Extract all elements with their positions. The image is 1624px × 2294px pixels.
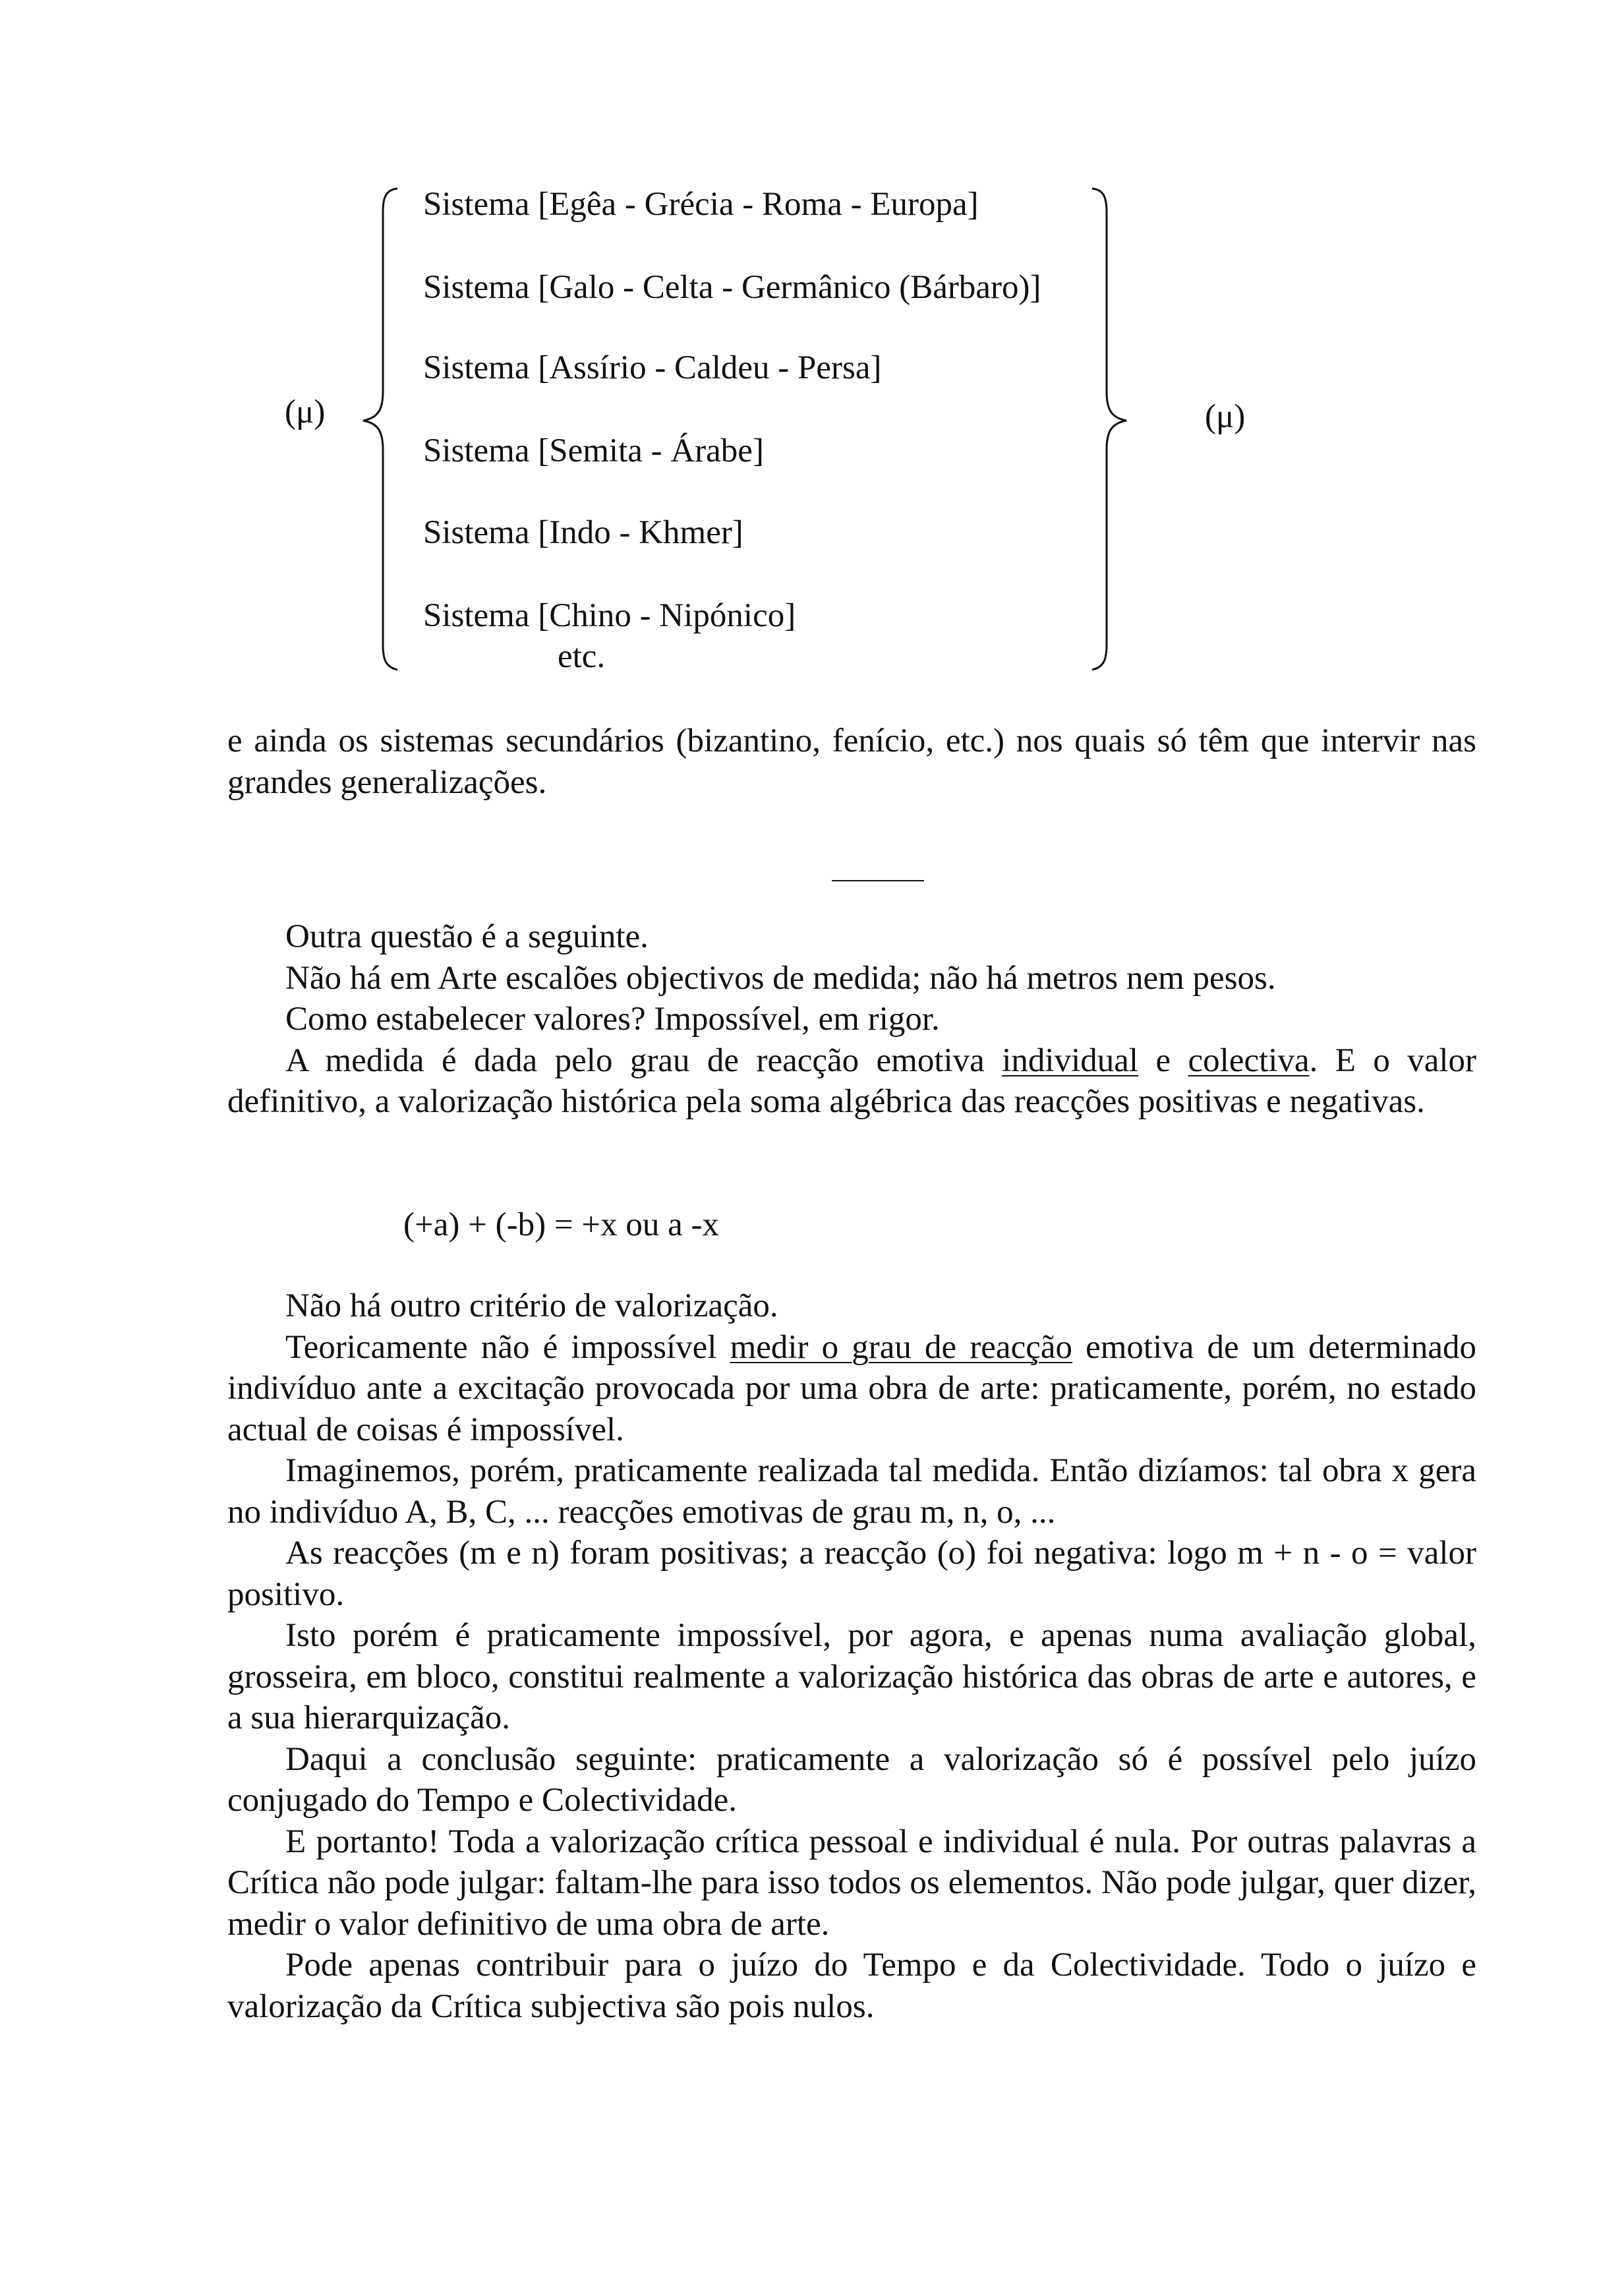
paragraph: Não há em Arte escalões objectivos de medida; não há metros nem pesos. bbox=[285, 959, 1276, 997]
left-brace bbox=[359, 186, 405, 674]
system-line: Sistema [Chino - Nipónico] bbox=[423, 597, 796, 634]
text-run: Teoricamente não é impossível bbox=[285, 1328, 730, 1366]
underlined-word: individual bbox=[1002, 1042, 1139, 1079]
system-line: Sistema [Egêa - Grécia - Roma - Europa] bbox=[423, 186, 979, 223]
paragraph: Imaginemos, porém, praticamente realizada tal medida. Então dizíamos: tal obra x gera no indivíduo A, B, C, ... reacções emotivas de grau m, n, o, ... bbox=[227, 1452, 1476, 1531]
body-block-1 bbox=[227, 916, 1476, 1123]
system-line: Sistema [Assírio - Caldeu - Persa] bbox=[423, 349, 882, 386]
intro-block bbox=[227, 721, 1476, 803]
system-line: Sistema [Semita - Árabe] bbox=[423, 432, 764, 469]
text-run: . E o valor definitivo, a valorização histórica pela soma algébrica das reacções positivas e negativas. bbox=[227, 1042, 1477, 1120]
intro-paragraph: e ainda os sistemas secundários (bizantino, fenício, etc.) nos quais só têm que intervir nas grandes generalizações. bbox=[227, 722, 1476, 801]
text-run: A medida é dada pelo grau de reacção emotiva bbox=[285, 1042, 1002, 1079]
text-run: emotiva de um determinado indivíduo ante a excitação provocada por uma obra de arte: praticamente, porém, no estado actual de coisas é impossível. bbox=[227, 1328, 1476, 1448]
formula: (+a) + (-b) = +x ou a -x bbox=[403, 1206, 719, 1243]
paragraph: Como estabelecer valores? Impossível, em rigor. bbox=[285, 1001, 940, 1038]
paragraph: Pode apenas contribuir para o juízo do Tempo e da Colectividade. Todo o juízo e valorização da Crítica subjectiva são pois nulos. bbox=[227, 1947, 1476, 2025]
paragraph: Não há outro critério de valorização. bbox=[285, 1287, 778, 1324]
right-brace bbox=[1084, 186, 1130, 674]
system-line: Sistema [Indo - Khmer] bbox=[423, 514, 743, 551]
mu-left-label: (μ) bbox=[285, 394, 326, 430]
paragraph: Outra questão é a seguinte. bbox=[285, 918, 649, 955]
underlined-word: colectiva bbox=[1188, 1042, 1310, 1079]
paragraph: As reacções (m e n) foram positivas; a reacção (o) foi negativa: logo m + n - o = valor positivo. bbox=[227, 1535, 1476, 1613]
system-etc: etc. bbox=[558, 638, 606, 675]
mu-right-label: (μ) bbox=[1205, 398, 1246, 435]
underlined-phrase: medir o grau de reacção bbox=[730, 1328, 1072, 1366]
paragraph: E portanto! Toda a valorização crítica pessoal e individual é nula. Por outras palavras a Crítica não pode julgar: faltam-lhe para isso todos os elementos. Não pode julgar, quer dizer, medir o valor definitivo de uma obra de arte. bbox=[227, 1823, 1476, 1943]
paragraph bbox=[227, 1040, 1476, 1123]
paragraph: Daqui a conclusão seguinte: praticamente a valorização só é possível pelo juízo conjugado do Tempo e Colectividade. bbox=[227, 1740, 1476, 1819]
system-line: Sistema [Galo - Celta - Germânico (Bárbaro)] bbox=[423, 269, 1041, 306]
paragraph: Isto porém é praticamente impossível, por agora, e apenas numa avaliação global, grosseira, em bloco, constitui realmente a valorização histórica das obras de arte e autores, e a sua hierarquização. bbox=[227, 1617, 1476, 1736]
body-block-2 bbox=[227, 1285, 1476, 2027]
paragraph bbox=[227, 1327, 1476, 1451]
section-divider bbox=[832, 880, 924, 881]
text-run: e bbox=[1138, 1042, 1188, 1079]
